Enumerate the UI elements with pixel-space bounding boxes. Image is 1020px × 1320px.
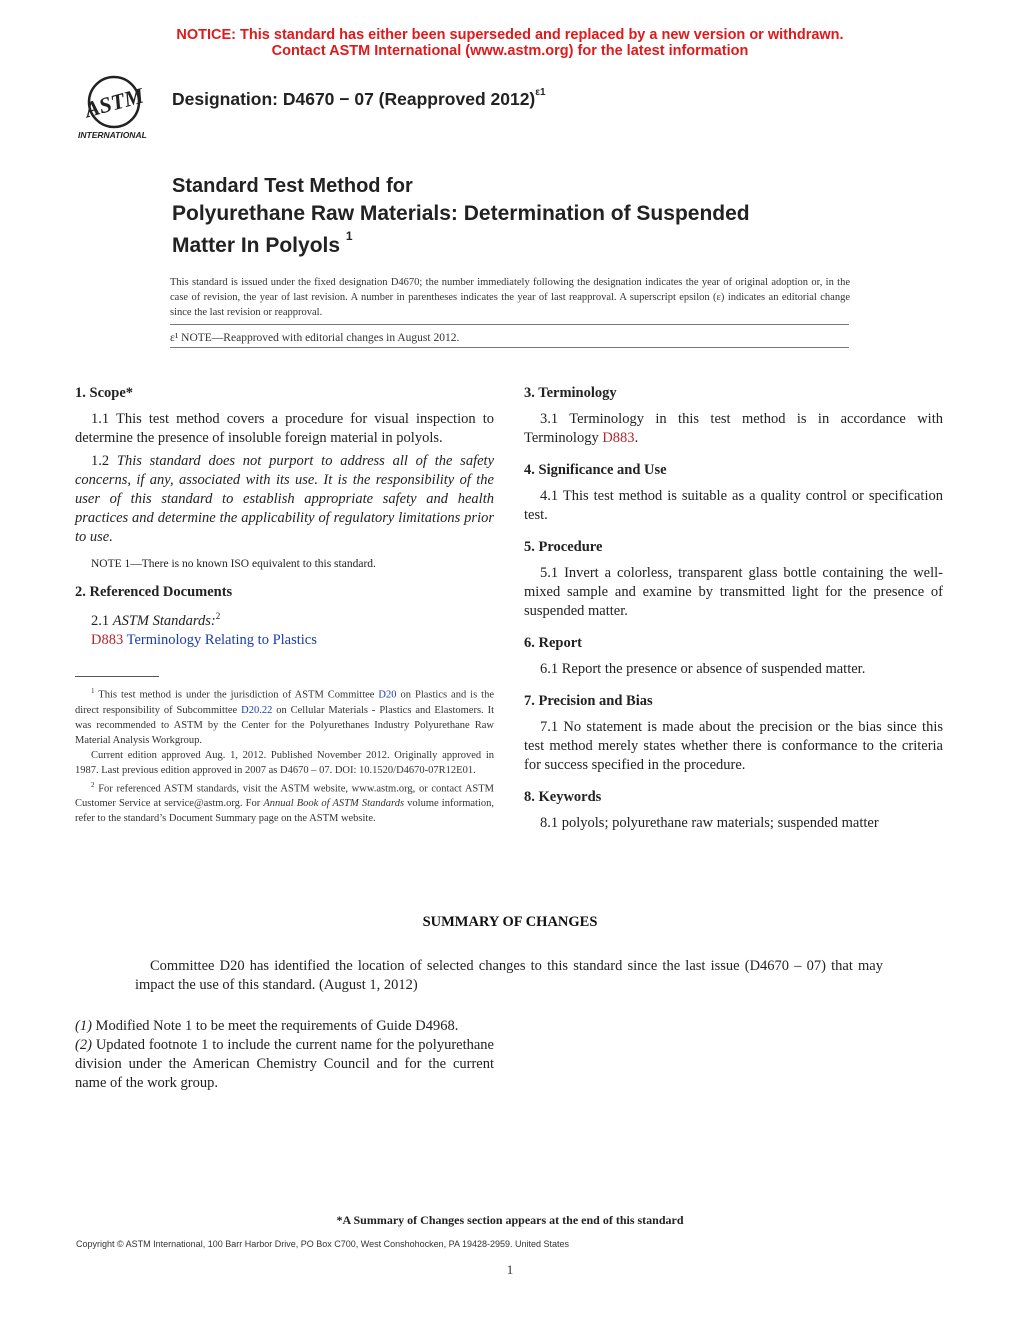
- summary-heading: SUMMARY OF CHANGES: [422, 914, 598, 930]
- section-1-2: [75, 452, 494, 547]
- footnote-1-part-b: on Plastics and is the direct responsibility of Subcommittee: [75, 689, 494, 716]
- section-2-1-number: 2.1: [91, 612, 113, 629]
- astm-logo-subtitle: INTERNATIONAL: [78, 130, 147, 140]
- astm-logo-wordmark: ASTM: [81, 82, 147, 123]
- section-3-1: [524, 410, 943, 448]
- reference-d883-code[interactable]: D883: [91, 631, 124, 648]
- reference-d883-title[interactable]: Terminology Relating to Plastics: [123, 631, 317, 648]
- section-6-heading: 6. Report: [524, 635, 582, 651]
- section-5-1: 5.1 Invert a colorless, transparent glass bottle containing the well-mixed sample and examine by transmitted light for the presence of suspended matter.: [524, 565, 943, 619]
- section-3-1-link-d883[interactable]: D883: [602, 430, 635, 446]
- section-5-heading: 5. Procedure: [524, 539, 603, 555]
- document-title: [172, 200, 872, 259]
- divider-top: [170, 324, 849, 325]
- editorial-note: ε¹ NOTE—Reapproved with editorial changes in August 2012.: [170, 332, 460, 344]
- right-column: [524, 384, 943, 833]
- footnote-2: [75, 778, 494, 827]
- notice-line-2: Contact ASTM International (www.astm.org) for the latest information: [271, 43, 749, 59]
- copyright: Copyright © ASTM International, 100 Barr Harbor Drive, PO Box C700, West Conshohocken, PA 19428-2959. United States: [76, 1239, 570, 1249]
- footnote-1-part-a: This test method is under the jurisdiction of ASTM Committee: [94, 689, 379, 701]
- footnote-2-part-a: For referenced ASTM standards, visit the ASTM website, www.astm.org, or contact ASTM Customer Service at service@astm.org. For: [75, 783, 494, 809]
- summary-intro: Committee D20 has identified the location of selected changes to this standard since the last issue (D4670 – 07) that may impact the use of this standard. (August 1, 2012): [135, 958, 883, 993]
- astm-logo: [72, 72, 162, 146]
- footnote-1-marker: 1: [91, 687, 95, 695]
- summary-item-1-text: Modified Note 1 to be meet the requirements of Guide D4968.: [91, 1018, 459, 1034]
- section-1-2-number: 1.2: [91, 453, 117, 469]
- section-4-heading: 4. Significance and Use: [524, 462, 667, 478]
- section-2-1: [75, 607, 494, 631]
- footnote-2-part-b: volume information, refer to the standard’s Document Summary page on the ASTM website.: [75, 798, 494, 824]
- section-3-heading: 3. Terminology: [524, 385, 617, 401]
- summary-item-1-number: (1): [75, 1018, 92, 1034]
- issued-statement: This standard is issued under the fixed designation D4670; the number immediately following the designation indicates the year of original adoption or, in the case of revision, the year of last revision. A number in parentheses indicates the year of last reapproval. A superscript epsilon (ε) indicates an editorial change since the last revision or reapproval.: [170, 277, 850, 318]
- designation-text: Designation: D4670 − 07 (Reapproved 2012): [172, 89, 536, 109]
- section-1-1: 1.1 This test method covers a procedure for visual inspection to determine the presence of insoluble foreign material in polyols.: [75, 411, 494, 446]
- section-3-1-end: .: [634, 430, 639, 446]
- summary-item-1: [75, 1017, 494, 1036]
- summary-item-2: [75, 1036, 494, 1093]
- summary-item-2-text: Updated footnote 1 to include the current name for the polyurethane division under the American Chemistry Council and for the current name of the work group.: [75, 1037, 494, 1091]
- section-2-1-footnote-ref: 2: [215, 611, 221, 621]
- section-2-heading: 2. Referenced Documents: [75, 584, 233, 600]
- left-column: [75, 384, 494, 650]
- section-8-1: 8.1 polyols; polyurethane raw materials; suspended matter: [540, 815, 879, 831]
- footnote-1-link-d20[interactable]: D20: [378, 689, 397, 701]
- footnote-rule: [75, 676, 159, 677]
- section-3-1-text: 3.1 Terminology in this test method is in accordance with Terminology: [524, 411, 943, 446]
- designation-epsilon: ε1: [535, 87, 546, 99]
- note-1: NOTE 1—There is no known ISO equivalent to this standard.: [91, 558, 376, 570]
- section-4-1: 4.1 This test method is suitable as a quality control or specification test.: [524, 488, 943, 523]
- footnote-2-marker: 2: [91, 780, 95, 789]
- section-8-heading: 8. Keywords: [524, 789, 602, 805]
- footnote-1-part-c: on Cellular Materials - Plastics and Elastomers. It was recommended to ASTM by the Center for the Polyurethanes Industry Polyurethane Raw Material Analysis Workgroup.: [75, 704, 494, 746]
- summary-items: [75, 1017, 494, 1093]
- title-prefix: Standard Test Method for: [172, 175, 413, 197]
- title-line-3-text: Matter In Polyols: [172, 234, 341, 257]
- reference-d883[interactable]: [75, 631, 494, 650]
- footnote-2-italic: Annual Book of ASTM Standards: [263, 798, 405, 809]
- designation: [172, 89, 546, 110]
- summary-item-2-number: (2): [75, 1037, 92, 1053]
- page-number: 1: [506, 1262, 514, 1277]
- section-1-heading: 1. Scope*: [75, 385, 133, 401]
- footnote-1: [75, 684, 494, 748]
- section-2-1-label: ASTM Standards:: [112, 612, 216, 629]
- section-7-1: 7.1 No statement is made about the precision or the bias since this test method merely states whether there is conformance to the criteria for success specified in the procedure.: [524, 719, 943, 773]
- title-line-2: Polyurethane Raw Materials: Determination of Suspended: [172, 202, 750, 225]
- footnote-1-link-d20-22[interactable]: D20.22: [241, 704, 273, 716]
- title-line-3: [172, 227, 872, 259]
- notice-line-1: NOTICE: This standard has either been superseded and replaced by a new version or withdrawn.: [176, 27, 844, 43]
- summary-notice: *A Summary of Changes section appears at the end of this standard: [336, 1213, 684, 1227]
- section-7-heading: 7. Precision and Bias: [524, 693, 653, 709]
- title-footnote-ref: 1: [345, 229, 353, 243]
- footnote-1-edition: Current edition approved Aug. 1, 2012. Published November 2012. Originally approved in 1987. Last previous edition approved in 2007 as D4670 – 07. DOI: 10.1520/D4670-07R12E01.: [75, 749, 494, 776]
- divider-bottom: [170, 347, 849, 348]
- footnotes: [75, 684, 494, 826]
- section-1-2-text: This standard does not purport to address all of the safety concerns, if any, associated with its use. It is the responsibility of the user of this standard to establish appropriate safety and health practices and determine the applicability of regulatory limitations prior to use.: [75, 453, 495, 545]
- section-6-1: 6.1 Report the presence or absence of suspended matter.: [540, 661, 866, 677]
